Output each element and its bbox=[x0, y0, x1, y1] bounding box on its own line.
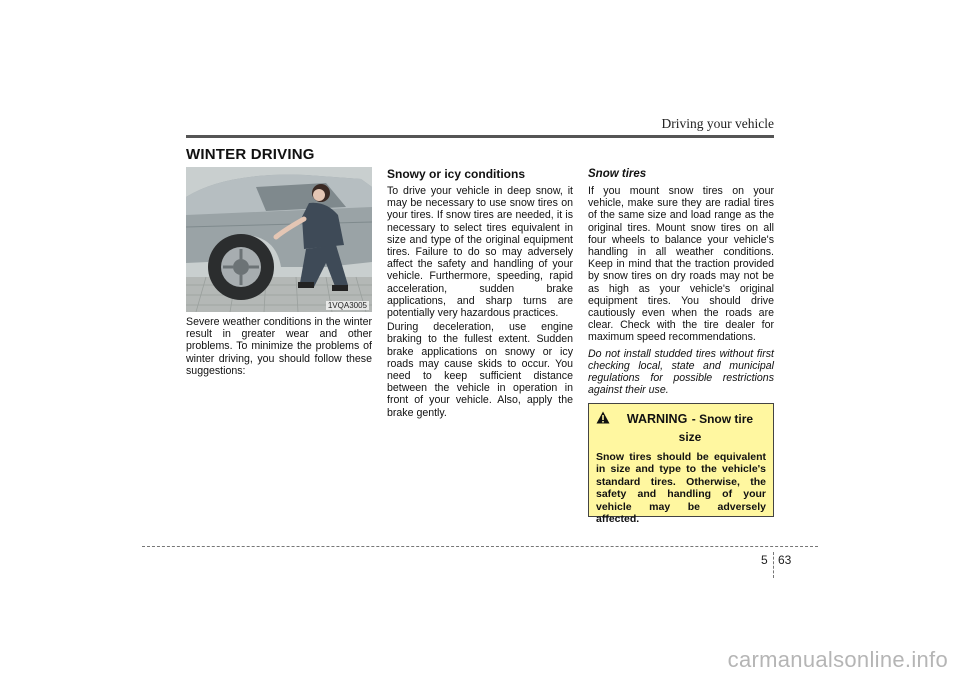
warning-box bbox=[588, 403, 774, 526]
header-rule bbox=[186, 135, 774, 138]
chapter-number: 5 bbox=[761, 553, 768, 567]
snowy-paragraph-2: During deceleration, use engine braking to the fullest extent. Sudden brake applications on snowy or icy roads may cause skids to occur. You need to keep sufficient distance between the vehicle in operation in front of your vehicle. Also, apply the brake gently. bbox=[387, 321, 573, 419]
running-header: Driving your vehicle bbox=[661, 116, 774, 131]
section-title: WINTER DRIVING bbox=[186, 146, 315, 163]
snow-tires-paragraph-1: If you mount snow tires on your vehicle, make sure they are radial tires of the same size and load range as the original tires. Mount snow tires on all four wheels to balance your vehicle's handling in all weather conditions. Keep in mind that the traction provided by snow tires on dry roads may not be as high as your vehicle's original equipment tires. You should drive cautiously even when the roads are clear. Check with the tire dealer for maximum speed recommendations. bbox=[588, 185, 774, 344]
intro-paragraph: Severe weather conditions in the winter result in greater wear and other problems. To minimize the problems of winter driving, you should follow these suggestions: bbox=[186, 316, 372, 377]
warning-word: WARNING bbox=[626, 412, 688, 426]
figure-code: 1VQA3005 bbox=[327, 301, 367, 310]
snow-tires-paragraph-2: Do not install studded tires without first checking local, state and municipal regulations for possible restrictions against their use. bbox=[588, 347, 774, 397]
page-number-divider bbox=[773, 552, 774, 578]
watermark-text: carmanualsonline.info bbox=[727, 647, 948, 672]
column-right bbox=[588, 167, 774, 396]
snowy-paragraph-1: To drive your vehicle in deep snow, it may be necessary to use snow tires on your tires. If snow tires are needed, it is necessary to select tires equivalent in size and type of the original equipment tires. Failure to do so may adversely affect the safety and handling of your vehicle. Furthermore, speeding, rapid acceleration, sudden brake applications, and sharp turns are potentially very hazardous practices. bbox=[387, 185, 573, 320]
tire-photo-illustration bbox=[186, 167, 372, 312]
page-number: 63 bbox=[778, 553, 792, 567]
footer-rule bbox=[142, 546, 818, 547]
snow-tires-heading: Snow tires bbox=[588, 168, 647, 180]
snowy-heading: Snowy or icy conditions bbox=[387, 167, 526, 181]
column-left bbox=[186, 167, 372, 377]
warning-text: Snow tires should be equivalent in size and type to the vehicle's standard tires. Otherwise, the safety and handling of your vehicle may be adversely affected. bbox=[596, 451, 766, 526]
warning-topic: - Snow tire size bbox=[678, 412, 754, 444]
figure-woman-checking-tire bbox=[186, 167, 372, 312]
column-middle bbox=[387, 167, 573, 419]
warning-triangle-icon bbox=[596, 411, 610, 424]
warning-header bbox=[596, 410, 766, 446]
